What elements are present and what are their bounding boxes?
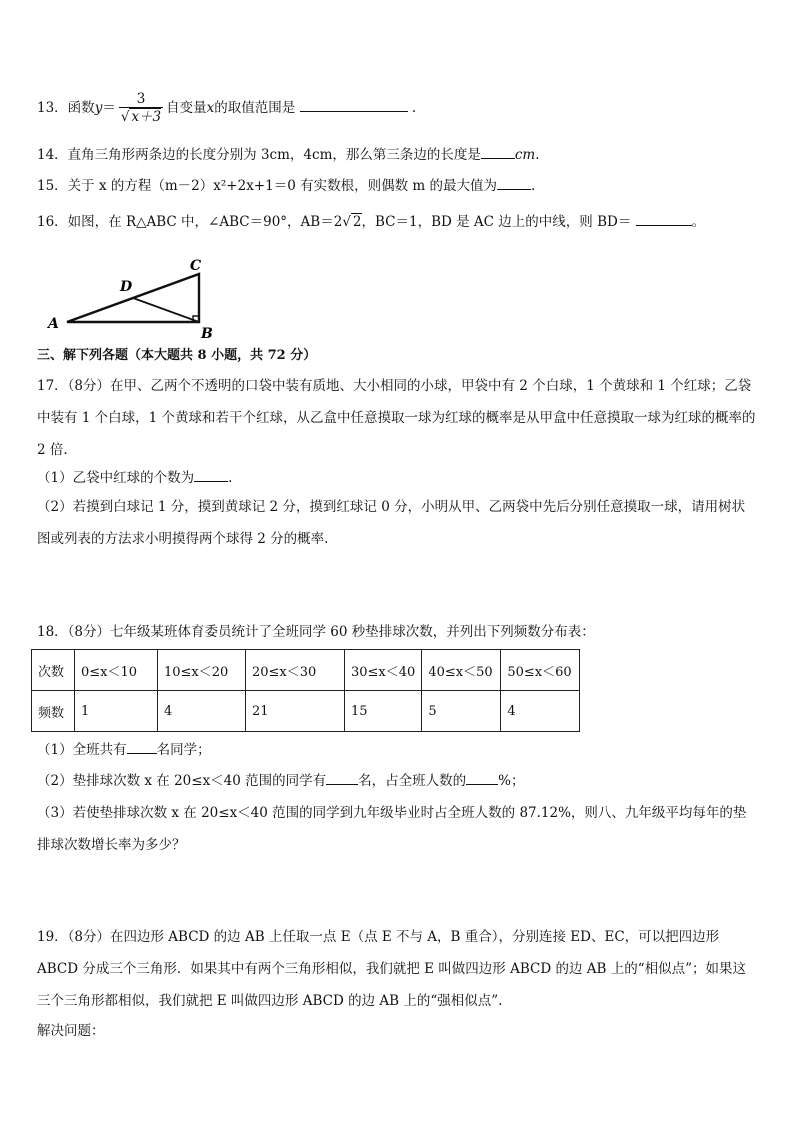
median-bd: [133, 298, 199, 322]
q14-text: 14．直角三角形两条边的长度分别为 3cm，4cm，那么第三条边的长度是: [37, 147, 481, 163]
q13-y: y: [94, 100, 103, 116]
table-cell: 4: [501, 691, 580, 732]
table-cell: 4: [158, 691, 246, 732]
label-C: C: [190, 258, 202, 274]
question-14: [37, 144, 540, 165]
q19-solve: 解决问题：: [37, 1023, 105, 1039]
q13-eq: ＝: [102, 100, 116, 116]
table-cell: 5: [422, 691, 501, 732]
q15-end: .: [530, 178, 536, 194]
q13-denominator: √ x＋3: [120, 109, 162, 125]
q17-answer-blank[interactable]: [194, 467, 228, 482]
q13-prefix: 13．函数: [37, 100, 95, 116]
q17-part1: [37, 467, 232, 488]
q13-radicand: x＋3: [131, 109, 162, 125]
question-19-stem: 19．（8分）在四边形 ABCD 的边 AB 上任取一点 E（点 E 不与 A，B 重合），分别连接 ED、EC，可以把四边形 ABCD 分成三个三角形．如果其中有两个三角形相似，我们就把 E 叫做四边形 ABCD 的边 AB 上的“相似点”；如果这三个三角形都相似，我们就把 E 叫做四边形 ABCD 的边 AB 上的“强相似点”.: [37, 929, 747, 1009]
q18-part2-b: 名，占全班人数的: [358, 773, 467, 789]
table-cell: 15: [345, 691, 422, 732]
q18-blank-1[interactable]: [127, 739, 157, 754]
q16-end: 。: [691, 214, 706, 230]
table-cell: 40≤x＜50: [422, 650, 501, 691]
label-D: D: [120, 279, 133, 295]
table-row: [32, 691, 580, 732]
table-cell: 10≤x＜20: [158, 650, 246, 691]
q15-text: 15．关于 x 的方程（m－2）x²+2x+1＝0 有实数根，则偶数 m 的最大值为: [37, 178, 497, 194]
table-cell: 50≤x＜60: [501, 650, 580, 691]
table-cell: 1: [75, 691, 158, 732]
q18-blank-3[interactable]: [466, 770, 498, 785]
q13-numerator: 3: [136, 91, 146, 107]
q17-part1-text: （1）乙袋中红球的个数为: [37, 470, 195, 486]
frequency-table: [31, 649, 580, 732]
table-cell: 30≤x＜40: [345, 650, 422, 691]
q18-part2-a: （2）垫排球次数 x 在 20≤x＜40 范围的同学有: [37, 773, 327, 789]
triangle-figure: [40, 256, 280, 346]
table-row: [32, 650, 580, 691]
table-cell: 次数: [32, 650, 75, 691]
table-cell: 20≤x＜30: [246, 650, 345, 691]
q16-text-a: 16．如图，在 R△ABC 中，∠ABC＝90°，AB＝2: [37, 214, 343, 230]
question-16: [37, 211, 705, 232]
q16-answer-blank[interactable]: [636, 211, 692, 226]
q18-part3: （3）若使垫排球次数 x 在 20≤x＜40 范围的同学到九年级毕业时占全班人数的 87.12%，则八、九年级平均每年的垫排球次数增长率为多少？: [37, 805, 747, 853]
q13-end: .: [411, 100, 417, 116]
q16-sqrt: √ 2: [342, 214, 362, 230]
label-A: A: [48, 316, 59, 332]
q14-answer-blank[interactable]: [481, 144, 515, 159]
question-15: [37, 175, 535, 196]
q14-unit: cm.: [514, 147, 540, 163]
q16-radicand: 2: [352, 214, 362, 230]
q18-part1: [37, 739, 211, 760]
question-13: [37, 88, 416, 128]
q13-mid: 自变量: [166, 100, 207, 116]
q13-x: x: [206, 100, 215, 116]
question-18-stem: 18．（8分）七年级某班体育委员统计了全班同学 60 秒垫排球次数，并列出下列频数分布表：: [37, 624, 595, 640]
q18-blank-2[interactable]: [326, 770, 358, 785]
q15-answer-blank[interactable]: [497, 175, 531, 190]
q17-part2: （2）若摸到白球记 1 分，摸到黄球记 2 分，摸到红球记 0 分，小明从甲、乙两袋中先后分别任意摸取一球，请用树状图或列表的方法求小明摸得两个球得 2 分的概率.: [37, 499, 746, 547]
table-cell: 0≤x＜10: [75, 650, 158, 691]
q18-part1-a: （1）全班共有: [37, 742, 127, 758]
label-B: B: [201, 326, 213, 342]
q13-answer-blank[interactable]: [300, 97, 408, 112]
q17-part1-end: .: [228, 470, 233, 486]
q16-text-b: ，BC＝1，BD 是 AC 边上的中线，则 BD＝: [361, 214, 632, 230]
q13-fraction: [119, 91, 163, 126]
table-cell: 21: [246, 691, 345, 732]
section-3-heading: 三、解下列各题（本大题共 8 小题，共 72 分）: [37, 348, 317, 363]
question-17-stem: 17．（8分）在甲、乙两个不透明的口袋中装有质地、大小相同的小球，甲袋中有 2 个白球，1 个黄球和 1 个红球；乙袋中装有 1 个白球，1 个黄球和若干个红球，从乙盒中任意摸取一球为红球的概率是从甲盒中任意摸取一球为红球的概率的 2 倍.: [37, 378, 756, 458]
q18-part2-c: %；: [498, 773, 525, 789]
q18-part2: [37, 770, 524, 791]
table-cell: 频数: [32, 691, 75, 732]
q13-suffix: 的取值范围是: [214, 100, 296, 116]
q18-part1-b: 名同学；: [156, 742, 211, 758]
